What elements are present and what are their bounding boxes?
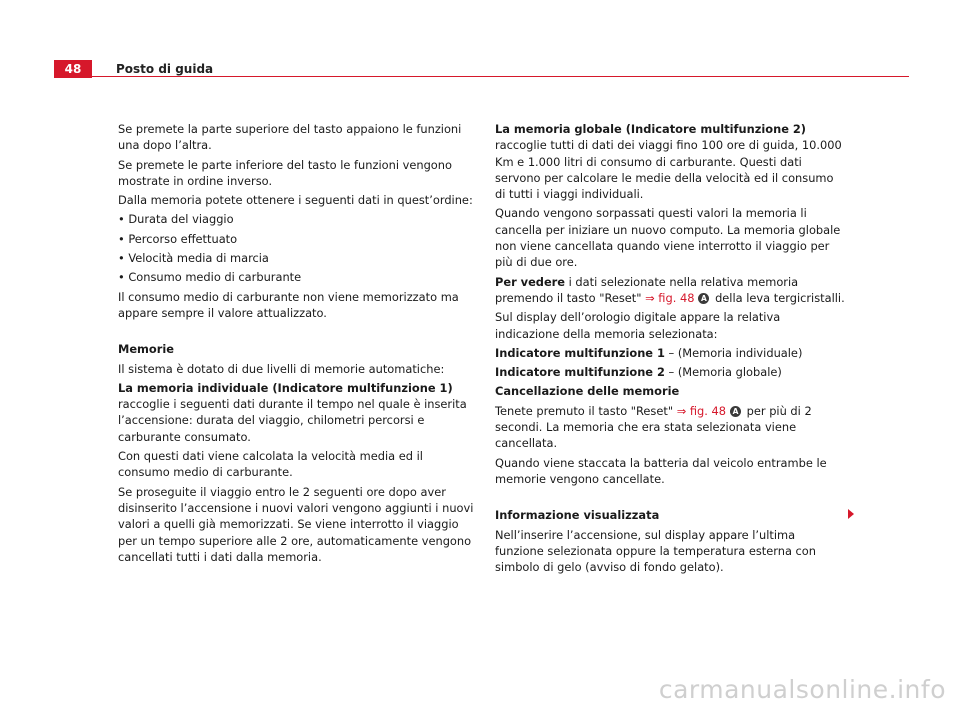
term: Per vedere [495, 274, 566, 289]
text: – (Memoria individuale) [664, 345, 803, 360]
paragraph: Quando viene staccata la batteria dal veicolo entrambe le memorie vengono cancellate. [495, 455, 827, 486]
paragraph: Il sistema è dotato di due livelli di memorie automatiche: [118, 361, 445, 376]
section-title: Posto di guida [116, 62, 214, 76]
figure-link[interactable]: fig. 48 [689, 403, 727, 418]
term: Indicatore multifunzione 2 [495, 365, 665, 380]
paragraph: Sul display dell’orologio digitale appare la relativa indicazione della memoria selezionata: [495, 310, 781, 341]
header-rule [92, 76, 909, 77]
callout-a-badge: A [730, 406, 741, 417]
paragraph: Se premete la parte superiore del tasto appaiono le funzioni una dopo l’altra. [118, 122, 462, 153]
paragraph: Quando vengono sorpassati questi valori la memoria li cancella per iniziare un nuovo computo. La memoria globale non viene cancellata quando viene interrotto il viaggio per più di due ore. [495, 206, 841, 270]
list-item: • Percorso effettuato [118, 231, 238, 246]
arrow-icon: ⇒ [645, 290, 655, 305]
watermark: carmanualsonline.info [658, 675, 946, 704]
text: – (Memoria globale) [664, 365, 782, 380]
heading-informazione: Informazione visualizzata [495, 508, 660, 523]
continue-arrow-icon [848, 509, 854, 519]
heading-cancellazione: Cancellazione delle memorie [495, 384, 680, 399]
arrow-icon: ⇒ [676, 403, 687, 418]
paragraph [495, 403, 845, 452]
list-item: • Durata del viaggio [118, 212, 234, 227]
left-column [118, 121, 478, 568]
figure-link[interactable]: fig. 48 [658, 290, 695, 305]
callout-a-badge: A [698, 293, 709, 304]
list-item: • Velocità media di marcia [118, 251, 269, 266]
paragraph: Nell’inserire l’accensione, sul display appare l’ultima funzione selezionata oppure la temperatura esterna con simbolo di gelo (avviso di fondo gelato). [495, 527, 816, 575]
paragraph: Se premete le parte inferiore del tasto le funzioni vengono mostrate in ordine inverso. [118, 157, 452, 188]
term: Indicatore multifunzione 1 [495, 345, 665, 360]
term: La memoria globale (Indicatore multifunzione 2) [495, 122, 807, 136]
text: della leva tergicristalli. [711, 290, 845, 305]
heading-memorie: Memorie [118, 342, 175, 357]
paragraph [495, 121, 845, 202]
page-number: 48 [54, 60, 92, 78]
paragraph: Dalla memoria potete ottenere i seguenti dati in quest’ordine: [118, 193, 473, 208]
paragraph: Il consumo medio di carburante non viene memorizzato ma appare sempre il valore attualizzato. [118, 289, 459, 320]
paragraph [495, 364, 845, 380]
text: raccoglie tutti di dati dei viaggi fino 100 ore di guida, 10.000 Km e 1.000 litri di consumo di carburante. Questi dati servono per calcolare le medie della velocità ed il consumo di tutti i viaggi individuali. [495, 138, 842, 202]
text: i dati selezionate nella relativa memoria premendo il tasto "Reset" [495, 274, 799, 305]
list-item: • Consumo medio di carburante [118, 270, 302, 285]
paragraph [495, 274, 845, 307]
paragraph: Se proseguite il viaggio entro le 2 seguenti ore dopo aver disinserito l’accensione i nuovi valori vengono aggiunti i nuovi valori a quelli già memorizzati. Se viene interrotto il viaggio per un tempo superiore alle 2 ore, automaticamente vengono cancellati tutti i dati dalla memoria. [118, 484, 474, 564]
paragraph: Con questi dati viene calcolata la velocità media ed il consumo medio di carburante. [118, 449, 423, 480]
text: Tenete premuto il tasto "Reset" [495, 403, 677, 418]
right-column [495, 121, 845, 578]
term: La memoria individuale (Indicatore multifunzione 1) [118, 380, 453, 395]
paragraph [495, 345, 845, 361]
text: per più di 2 secondi. La memoria che era stata selezionata viene cancellata. [495, 403, 812, 451]
paragraph [118, 380, 478, 445]
text: raccoglie i seguenti dati durante il tempo nel quale è inserita l’accensione: durata del viaggio, chilometri percorsi e carburante consumato. [118, 397, 467, 444]
